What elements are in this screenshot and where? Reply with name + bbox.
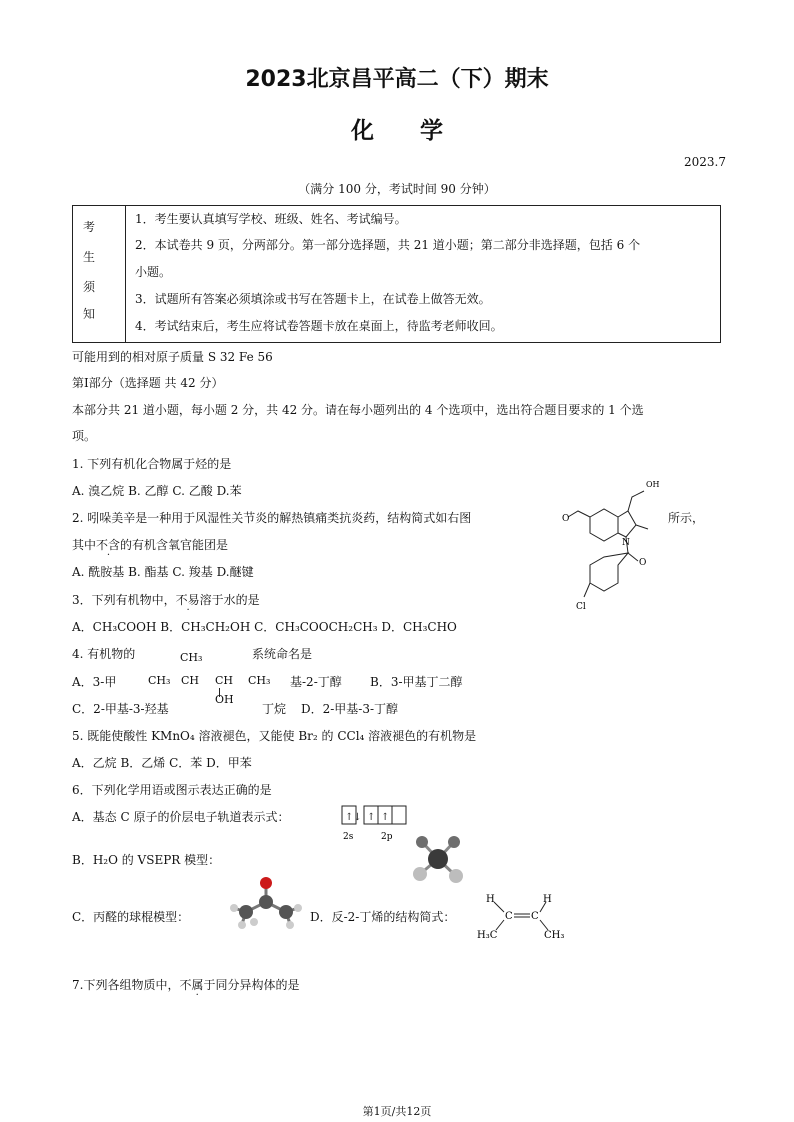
atomic-masses: 可能用到的相对原子质量 S 32 Fe 56 xyxy=(72,350,273,364)
page-number: 第1页/共12页 xyxy=(362,1105,432,1118)
q7-stem xyxy=(72,976,299,993)
q4-struct-oh: OH xyxy=(215,693,234,706)
exam-date: 2023.7 xyxy=(684,155,726,169)
q4-option-a-end: 基-2-丁醇 xyxy=(290,675,342,689)
q6-option-b: B．H₂O 的 VSEPR 模型： xyxy=(72,853,221,867)
butene-c-label: C xyxy=(505,911,513,922)
q4-struct-atom: CH₃ xyxy=(148,674,171,687)
subject-title: 化 学 xyxy=(351,118,443,144)
struct-n-label: N xyxy=(622,538,630,548)
q4-struct-atom: CH₃ xyxy=(248,674,271,687)
q6-option-d: D．反-2-丁烯的结构简式： xyxy=(310,910,456,924)
notice-table xyxy=(72,205,721,343)
struct-o-label: O xyxy=(562,514,570,524)
q7-stem-part: 7.下列各组物质中， xyxy=(72,978,180,992)
notice-item: 1．考生要认真填写学校、班级、姓名、考试编号。 xyxy=(135,212,407,226)
butene-ch3-label: CH₃ xyxy=(544,930,565,941)
q1-options: A. 溴乙烷 B. 乙醇 C. 乙酸 D.苯 xyxy=(72,484,242,498)
q4-stem: 4. 有机物的 xyxy=(72,647,136,661)
butene-ch3-label: H₃C xyxy=(477,930,498,941)
struct-oh-label: OH xyxy=(646,480,660,489)
orbital-label-2p: 2p xyxy=(381,832,393,842)
notice-label-char: 生 xyxy=(83,250,96,264)
q2-stem-part: 的有机含氧官能团是 xyxy=(120,538,229,552)
notice-item: 2．本试卷共 9 页，分两部分。第一部分选择题，共 21 道小题；第二部分非选择题，包括 6 个 xyxy=(135,238,641,252)
q4-option-d: D．2-甲基-3-丁醇 xyxy=(301,702,399,716)
exam-title: 2023北京昌平高二（下）期末 xyxy=(245,67,549,92)
q4-option-c: C．2-甲基-3-羟基 xyxy=(72,702,169,716)
q4-struct-atom: CH xyxy=(181,674,200,687)
orbital-label-2s: 2s xyxy=(343,832,354,842)
q6-option-a: A．基态 C 原子的价层电子轨道表示式： xyxy=(72,810,290,824)
q4-stem-end: 系统命名是 xyxy=(252,647,313,661)
q4-option-c-end: 丁烷 xyxy=(262,702,287,716)
q7-emphasis: 不属于 xyxy=(179,978,216,992)
q5-options: A．乙烷 B．乙烯 C．苯 D．甲苯 xyxy=(72,756,252,770)
notice-item: 4．考试结束后，考生应将试卷答题卡放在桌面上，待监考老师收回。 xyxy=(135,319,503,333)
struct-o-label: O xyxy=(639,558,647,568)
q2-stem: 2. 吲哚美辛是一种用于风湿性关节炎的解热镇痛类抗炎药，结构简式如右图 xyxy=(72,511,472,525)
notice-label-char: 知 xyxy=(83,307,96,321)
q2-stem-end: 所示， xyxy=(668,511,705,525)
butene-c-label: C xyxy=(531,911,539,922)
q1-stem: 1. 下列有机化合物属于烃的是 xyxy=(72,457,232,471)
q5-stem: 5. 既能使酸性 KMnO₄ 溶液褪色，又能使 Br₂ 的 CCl₄ 溶液褪色的有机物是 xyxy=(72,729,477,743)
exam-info: （满分 100 分，考试时间 90 分钟） xyxy=(298,182,496,196)
notice-label-char: 须 xyxy=(83,280,96,294)
part1-intro: 项。 xyxy=(72,429,97,443)
q4-struct-top: CH₃ xyxy=(180,651,203,664)
propanal-model-image xyxy=(226,872,306,934)
q6-stem: 6．下列化学用语或图示表达正确的是 xyxy=(72,783,272,797)
notice-item: 3．试题所有答案必须填涂或书写在答题卡上，在试卷上做答无效。 xyxy=(135,292,491,306)
svg-text:↑: ↑ xyxy=(381,812,390,823)
q3-stem-part: 溶于水的是 xyxy=(199,593,260,607)
q4-option-a: A．3-甲 xyxy=(72,675,117,689)
butene-h-label: H xyxy=(486,894,495,905)
notice-label-cell xyxy=(73,206,126,343)
notice-label-char: 考 xyxy=(83,220,96,234)
notice-items-cell xyxy=(126,206,721,343)
svg-text:↑↓: ↑↓ xyxy=(345,812,362,823)
vsepr-model-image xyxy=(410,832,466,886)
orbital-diagram xyxy=(338,804,420,842)
q2-options: A. 酰胺基 B. 酯基 C. 羧基 D.醚键 xyxy=(72,565,254,579)
q2-emphasis: 不含 xyxy=(96,538,121,552)
q3-stem-part: 3．下列有机物中， xyxy=(72,593,176,607)
struct-cl-label: Cl xyxy=(576,602,586,612)
part1-heading: 第Ⅰ部分（选择题 共 42 分） xyxy=(72,376,224,390)
part1-intro: 本部分共 21 道小题，每小题 2 分，共 42 分。请在每小题列出的 4 个选项中，选出符合题目要求的 1 个选 xyxy=(72,403,644,417)
q3-options: A．CH₃COOH B．CH₃CH₂OH C．CH₃COOCH₂CH₃ D．CH₃CHO xyxy=(72,620,457,634)
q3-emphasis: 不易 xyxy=(175,593,200,607)
notice-item: 小题。 xyxy=(135,265,172,279)
q4-struct-atom: CH xyxy=(215,674,234,687)
q6-option-c: C．丙醛的球棍模型： xyxy=(72,910,190,924)
q3-stem xyxy=(72,591,260,608)
indomethacin-structure xyxy=(548,475,668,615)
svg-text:↑: ↑ xyxy=(367,812,376,823)
trans-butene-structure xyxy=(474,890,570,944)
q2-stem-part: 其中 xyxy=(72,538,97,552)
q2-stem-line2 xyxy=(72,536,228,553)
butene-h-label: H xyxy=(543,894,552,905)
q4-option-b: B．3-甲基丁二醇 xyxy=(370,675,463,689)
q7-stem-part: 同分异构体的是 xyxy=(215,978,300,992)
